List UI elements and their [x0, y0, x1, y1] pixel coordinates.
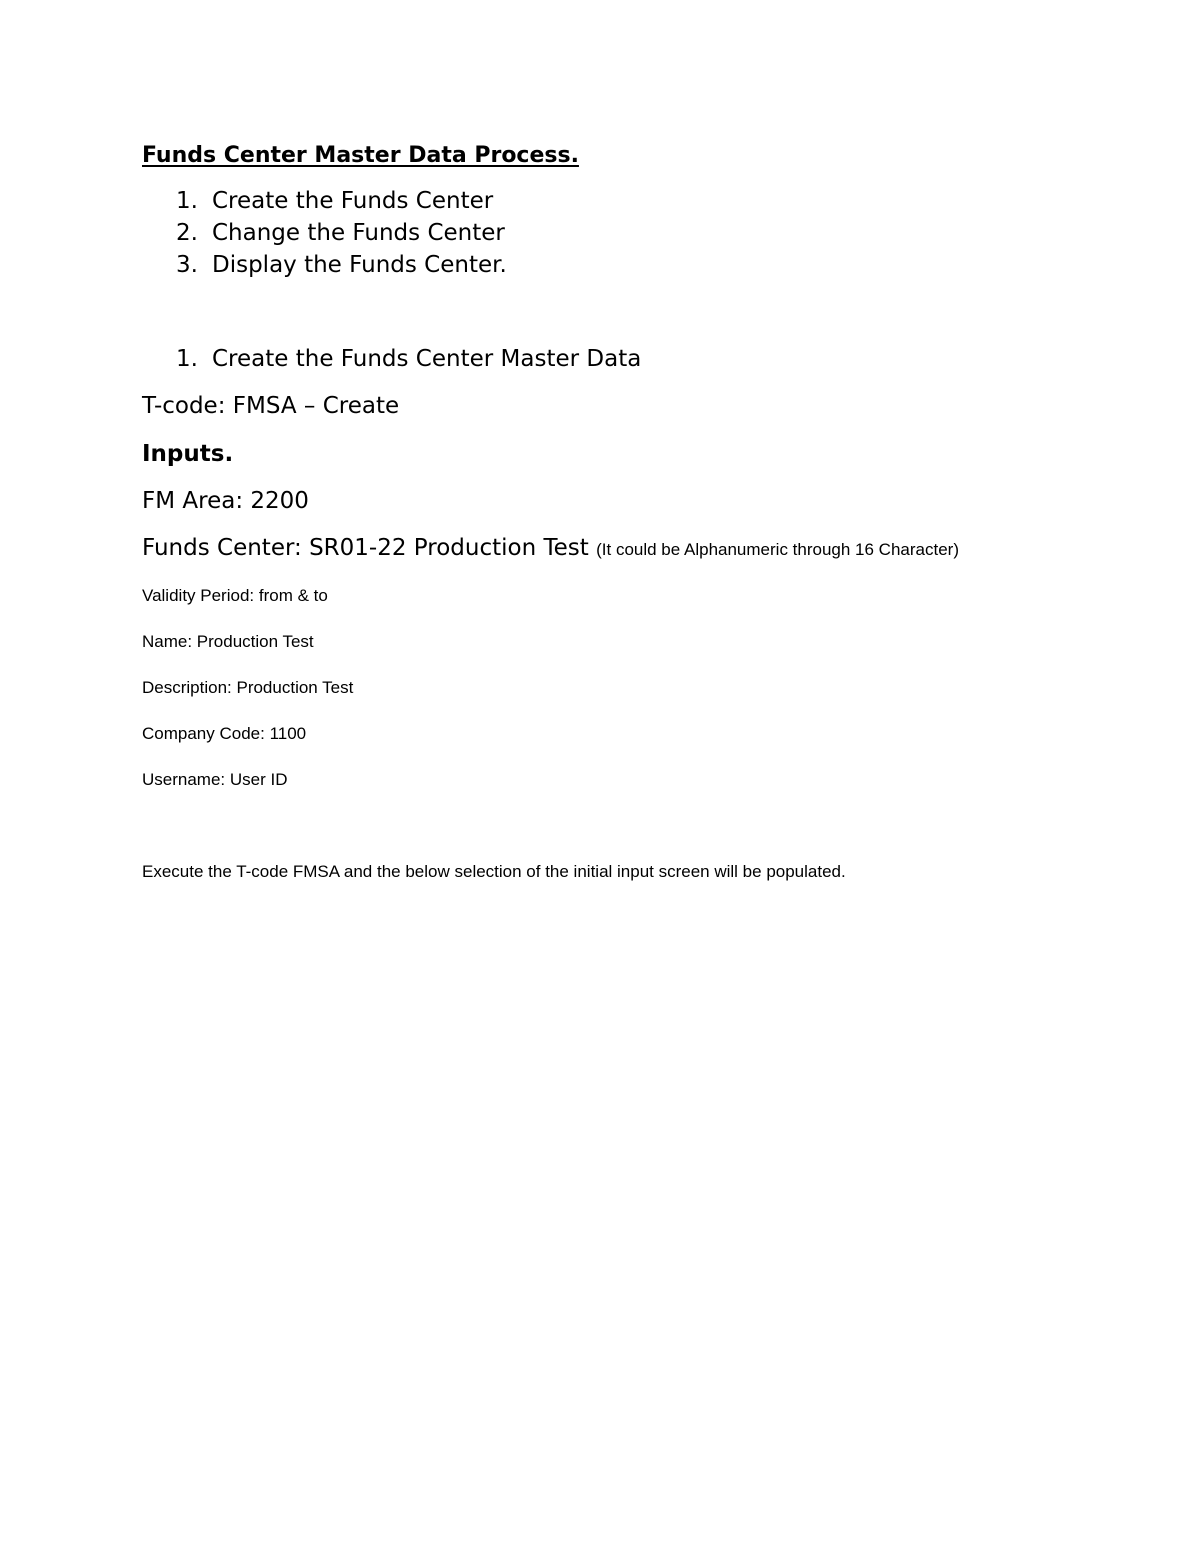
- funds-center-value: Funds Center: SR01-22 Production Test: [142, 535, 589, 561]
- step-item-change: [176, 222, 505, 245]
- document-title: Funds Center Master Data Process.: [142, 143, 579, 168]
- step-text: Change the Funds Center: [212, 220, 505, 246]
- step-number: 2.: [176, 220, 198, 246]
- description-line: Description: Production Test: [142, 678, 354, 697]
- section-text: Create the Funds Center Master Data: [212, 346, 642, 372]
- funds-center-note: (It could be Alphanumeric through 16 Character): [596, 540, 959, 559]
- step-item-display: [176, 254, 507, 277]
- step-text: Create the Funds Center: [212, 188, 494, 214]
- validity-period-line: Validity Period: from & to: [142, 586, 328, 605]
- company-code-line: Company Code: 1100: [142, 724, 307, 743]
- step-number: 3.: [176, 252, 198, 278]
- fm-area-line: FM Area: 2200: [142, 488, 309, 514]
- inputs-heading: Inputs.: [142, 441, 234, 467]
- section-number: 1.: [176, 346, 198, 372]
- execute-instruction: Execute the T-code FMSA and the below selection of the initial input screen will be populated.: [142, 862, 846, 881]
- step-text: Display the Funds Center.: [212, 252, 507, 278]
- step-item-create: [176, 190, 493, 213]
- step-number: 1.: [176, 188, 198, 214]
- tcode-line: T-code: FMSA – Create: [142, 393, 400, 419]
- username-line: Username: User ID: [142, 770, 288, 789]
- section-heading: [176, 348, 641, 371]
- name-line: Name: Production Test: [142, 632, 314, 651]
- funds-center-line: [142, 537, 959, 560]
